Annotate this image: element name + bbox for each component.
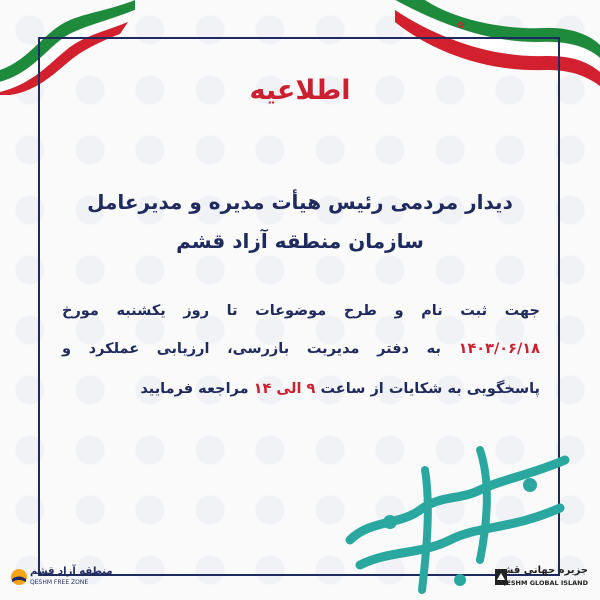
end-hour: ۱۴ xyxy=(253,381,272,397)
left-logo-subtext: QESHM FREE ZONE xyxy=(30,579,89,586)
qeshm-free-zone-logo xyxy=(8,564,114,592)
left-logo-text: منطقه آزاد قشم xyxy=(30,566,113,577)
qeshm-global-island-logo xyxy=(494,564,594,592)
right-logo-subtext: QESHM GLOBAL ISLAND xyxy=(500,579,588,587)
right-logo-text: جزیره جهانی قشم xyxy=(495,565,588,576)
heading-line-2: سازمان منطقه آزاد قشم xyxy=(176,229,424,253)
date-value: ۱۴۰۳/۰۶/۱۸ xyxy=(458,341,540,357)
body-line-2-text: به دفتر مدیریت بازرسی، ارزیابی عملکرد و xyxy=(62,341,441,357)
heading-line-1: دیدار مردمی رئیس هیأت مدیره و مدیرعامل xyxy=(87,190,513,214)
body-line-2 xyxy=(62,341,540,357)
announcement-title: اطلاعیه xyxy=(249,75,351,106)
body-line-3-a: پاسخگویی به شکایات از ساعت xyxy=(320,381,540,397)
until-word: الی xyxy=(276,381,302,397)
body-line-1: جهت ثبت نام و طرح موضوعات تا روز یکشنبه مورخ xyxy=(62,303,540,319)
start-hour: ۹ xyxy=(306,381,316,397)
sun-emblem-icon xyxy=(10,568,28,586)
body-line-3 xyxy=(62,381,540,397)
svg-text:✿: ✿ xyxy=(457,21,465,31)
body-line-3-c: مراجعه فرمایید xyxy=(140,381,249,397)
